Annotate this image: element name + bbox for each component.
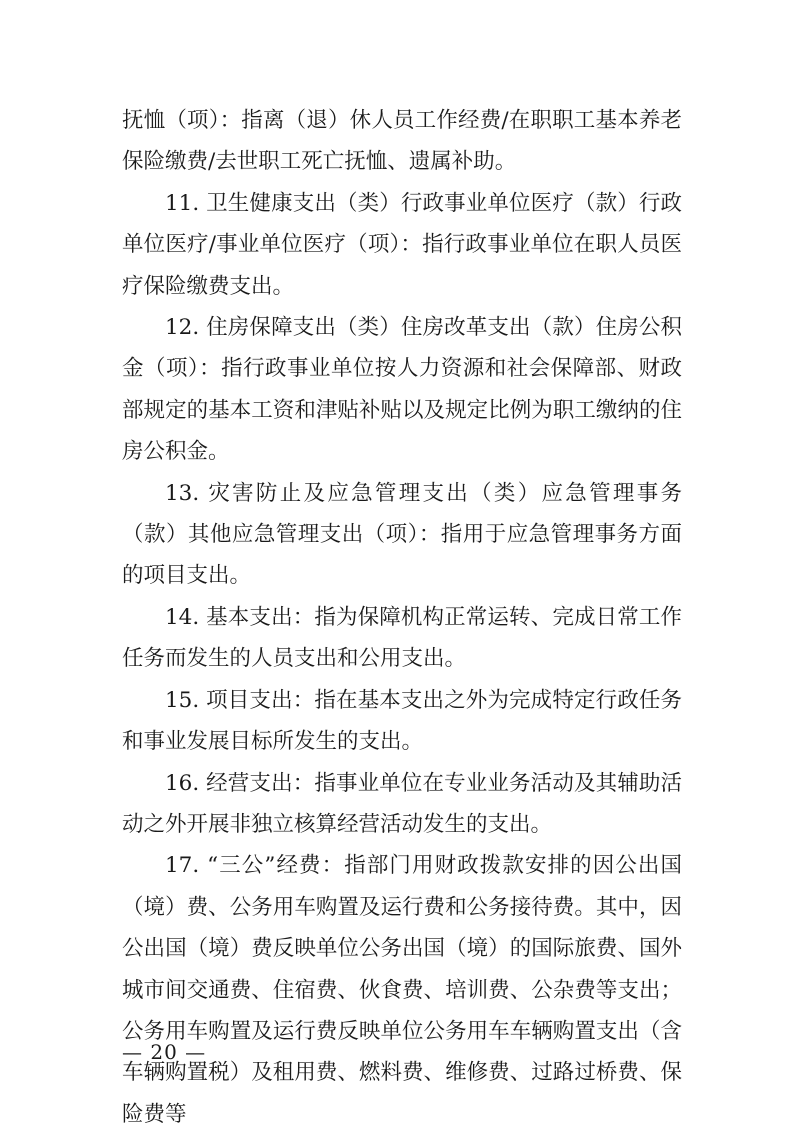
paragraph-item-14: 14. 基本支出：指为保障机构正常运转、完成日常工作任务而发生的人员支出和公用支出。 xyxy=(122,604,682,672)
paragraph-item-17: 17. “三公”经费：指部门用财政拨款安排的因公出国（境）费、公务用车购置及运行费和公务接待费。其中，因公出国（境）费反映单位公务出国（境）的国际旅费、国外城市间交通费、住宿费、伙食费、培训费、公杂费等支出；公务用车购置及运行费反映单位公务用车车辆购置支出（含车辆购置税）及租用费、燃料费、维修费、过路过桥费、保险费等 xyxy=(122,853,682,1127)
page-number: — 20 — xyxy=(122,1040,207,1064)
paragraph-item-16: 16. 经营支出：指事业单位在专业业务活动及其辅助活动之外开展非独立核算经营活动发生的支出。 xyxy=(122,770,682,837)
paragraph-item-13: 13. 灾害防止及应急管理支出（类）应急管理事务（款）其他应急管理支出（项）：指用于应急管理事务方面的项目支出。 xyxy=(122,480,682,589)
paragraph-continuation: 抚恤（项）：指离（退）休人员工作经费/在职职工基本养老保险缴费/去世职工死亡抚恤、遗属补助。 xyxy=(122,108,682,175)
paragraph-item-11: 11. 卫生健康支出（类）行政事业单位医疗（款）行政单位医疗/事业单位医疗（项）：指行政事业单位在职人员医疗保险缴费支出。 xyxy=(122,190,682,299)
paragraph-item-15: 15. 项目支出：指在基本支出之外为完成特定行政任务和事业发展目标所发生的支出。 xyxy=(122,687,682,755)
paragraph-item-12: 12. 住房保障支出（类）住房改革支出（款）住房公积金（项）：指行政事业单位按人力资源和社会保障部、财政部规定的基本工资和津贴补贴以及规定比例为职工缴纳的住房公积金。 xyxy=(122,315,682,465)
document-body xyxy=(122,100,682,1135)
